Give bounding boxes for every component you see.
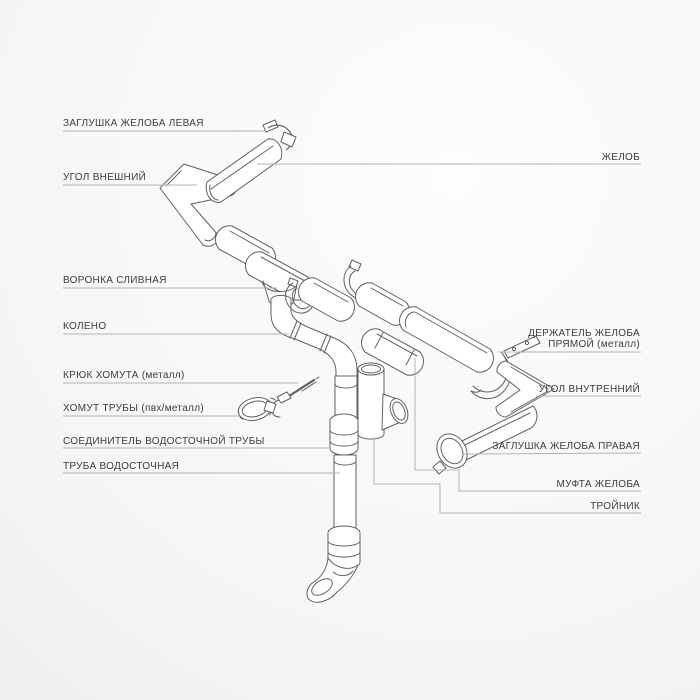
gutter-part — [206, 139, 282, 203]
label-pipe-clamp: ХОМУТ ТРУБЫ (пвх/металл) — [63, 403, 204, 414]
label-right-end-cap: ЗАГЛУШКА ЖЕЛОБА ПРАВАЯ — [492, 441, 640, 452]
downpipe-part — [334, 455, 356, 533]
pipe-connector-part — [330, 414, 358, 455]
label-gutter: ЖЕЛОБ — [601, 152, 640, 163]
label-metal-holder-line2: ПРЯМОЙ (металл) — [548, 339, 640, 350]
label-clamp-hook: КРЮК ХОМУТА (металл) — [63, 370, 185, 381]
label-inner-corner: УГОЛ ВНУТРЕННИЙ — [538, 384, 640, 395]
leader-right-end-cap — [464, 453, 641, 454]
label-tee: ТРОЙНИК — [590, 501, 640, 512]
label-left-end-cap: ЗАГЛУШКА ЖЕЛОБА ЛЕВАЯ — [63, 118, 204, 129]
tee-part — [358, 363, 411, 439]
label-metal-holder — [528, 328, 640, 350]
label-outer-corner: УГОЛ ВНЕШНИЙ — [63, 172, 147, 183]
right-end-cap-part — [431, 428, 473, 474]
label-pipe-connector: СОЕДИНИТЕЛЬ ВОДОСТОЧНОЙ ТРУБЫ — [63, 436, 265, 447]
label-elbow: КОЛЕНО — [63, 321, 107, 332]
gutter-run-segment — [299, 278, 355, 321]
label-funnel: ВОРОНКА СЛИВНАЯ — [63, 275, 167, 286]
label-downpipe: ТРУБА ВОДОСТОЧНАЯ — [63, 461, 180, 472]
label-gutter-coupling: МУФТА ЖЕЛОБА — [556, 479, 640, 490]
label-metal-holder-line1: ДЕРЖАТЕЛЬ ЖЕЛОБА — [528, 328, 640, 339]
pipe-clamp-part — [236, 394, 276, 424]
